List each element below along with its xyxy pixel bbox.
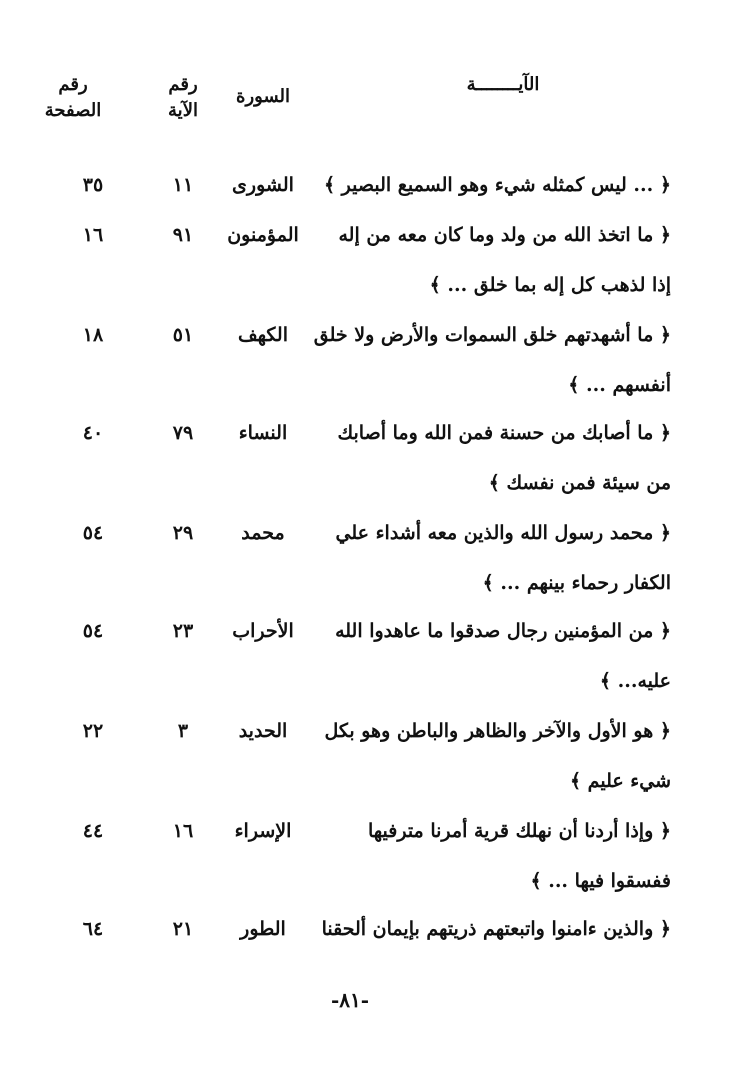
verse-number: ٣ (177, 720, 189, 742)
page-number-cell: ٢٢ (82, 720, 104, 742)
verse-line-2: من سيئة فمن نفسك ﴾ (488, 472, 671, 494)
page-number-cell: ١٦ (82, 224, 104, 246)
verse-line-2: أنفسهم ... ﴾ (568, 374, 671, 396)
page-number-cell: ٥٤ (82, 620, 104, 642)
verse-line-1: ﴿ ما أشهدتهم خلق السموات والأرض ولا خلق (313, 324, 671, 346)
verse-number: ١١ (172, 174, 194, 196)
verse-line-2: شيء عليم ﴾ (569, 770, 671, 792)
verse-number: ٢١ (172, 918, 194, 940)
header-page-number-line1: رقم (58, 74, 88, 95)
page-number-cell: ٣٥ (82, 174, 104, 196)
surah-name: الكهف (238, 324, 288, 346)
verse-number: ١٦ (172, 820, 194, 842)
surah-name: النساء (238, 422, 288, 444)
surah-name: المؤمنون (227, 224, 299, 246)
header-verse: الآيــــــــة (466, 74, 540, 95)
verse-line-2: الكفار رحماء بينهم ... ﴾ (482, 572, 671, 594)
verse-line-1: ﴿ ... ليس كمثله شيء وهو السميع البصير ﴾ (323, 174, 671, 196)
surah-name: الحديد (238, 720, 288, 742)
header-verse-number-line2: الآية (168, 100, 198, 121)
header-verse-number (143, 72, 223, 124)
page-footer-number: -٨١- (330, 988, 370, 1012)
page-number-cell: ١٨ (82, 324, 104, 346)
verse-line-1: ﴿ ما أصابك من حسنة فمن الله وما أصابك (337, 422, 671, 444)
surah-name: الإسراء (234, 820, 292, 842)
page-number-cell: ٦٤ (82, 918, 104, 940)
verse-line-1: ﴿ من المؤمنين رجال صدقوا ما عاهدوا الله (335, 620, 671, 642)
verse-line-1: ﴿ وإذا أردنا أن نهلك قرية أمرنا مترفيها (367, 820, 671, 842)
page-number-cell: ٥٤ (82, 522, 104, 544)
surah-name: محمد (241, 522, 285, 544)
header-page-number (18, 72, 128, 124)
verse-line-2: إذا لذهب كل إله بما خلق ... ﴾ (429, 274, 671, 296)
header-surah: السورة (236, 86, 290, 107)
header-page-number-line2: الصفحة (44, 100, 102, 121)
verse-line-2: عليه... ﴾ (599, 670, 671, 692)
surah-name: الشورى (232, 174, 294, 196)
verse-line-1: ﴿ هو الأول والآخر والظاهر والباطن وهو بكل (324, 720, 671, 742)
verse-number: ٩١ (172, 224, 194, 246)
verse-number: ٧٩ (172, 422, 194, 444)
verse-line-1: ﴿ والذين ءامنوا واتبعتهم ذريتهم بإيمان ألحقنا (321, 918, 671, 940)
verse-number: ٢٩ (172, 522, 194, 544)
verse-number: ٢٣ (172, 620, 194, 642)
verse-line-1: ﴿ محمد رسول الله والذين معه أشداء علي (335, 522, 671, 544)
page-number-cell: ٤٠ (82, 422, 104, 444)
page-number-cell: ٤٤ (82, 820, 104, 842)
surah-name: الطور (240, 918, 286, 940)
surah-name: الأحراب (232, 620, 294, 642)
verse-line-1: ﴿ ما اتخذ الله من ولد وما كان معه من إله (338, 224, 671, 246)
verse-number: ٥١ (172, 324, 194, 346)
verse-line-2: ففسقوا فيها ... ﴾ (530, 870, 671, 892)
header-verse-number-line1: رقم (168, 74, 198, 95)
